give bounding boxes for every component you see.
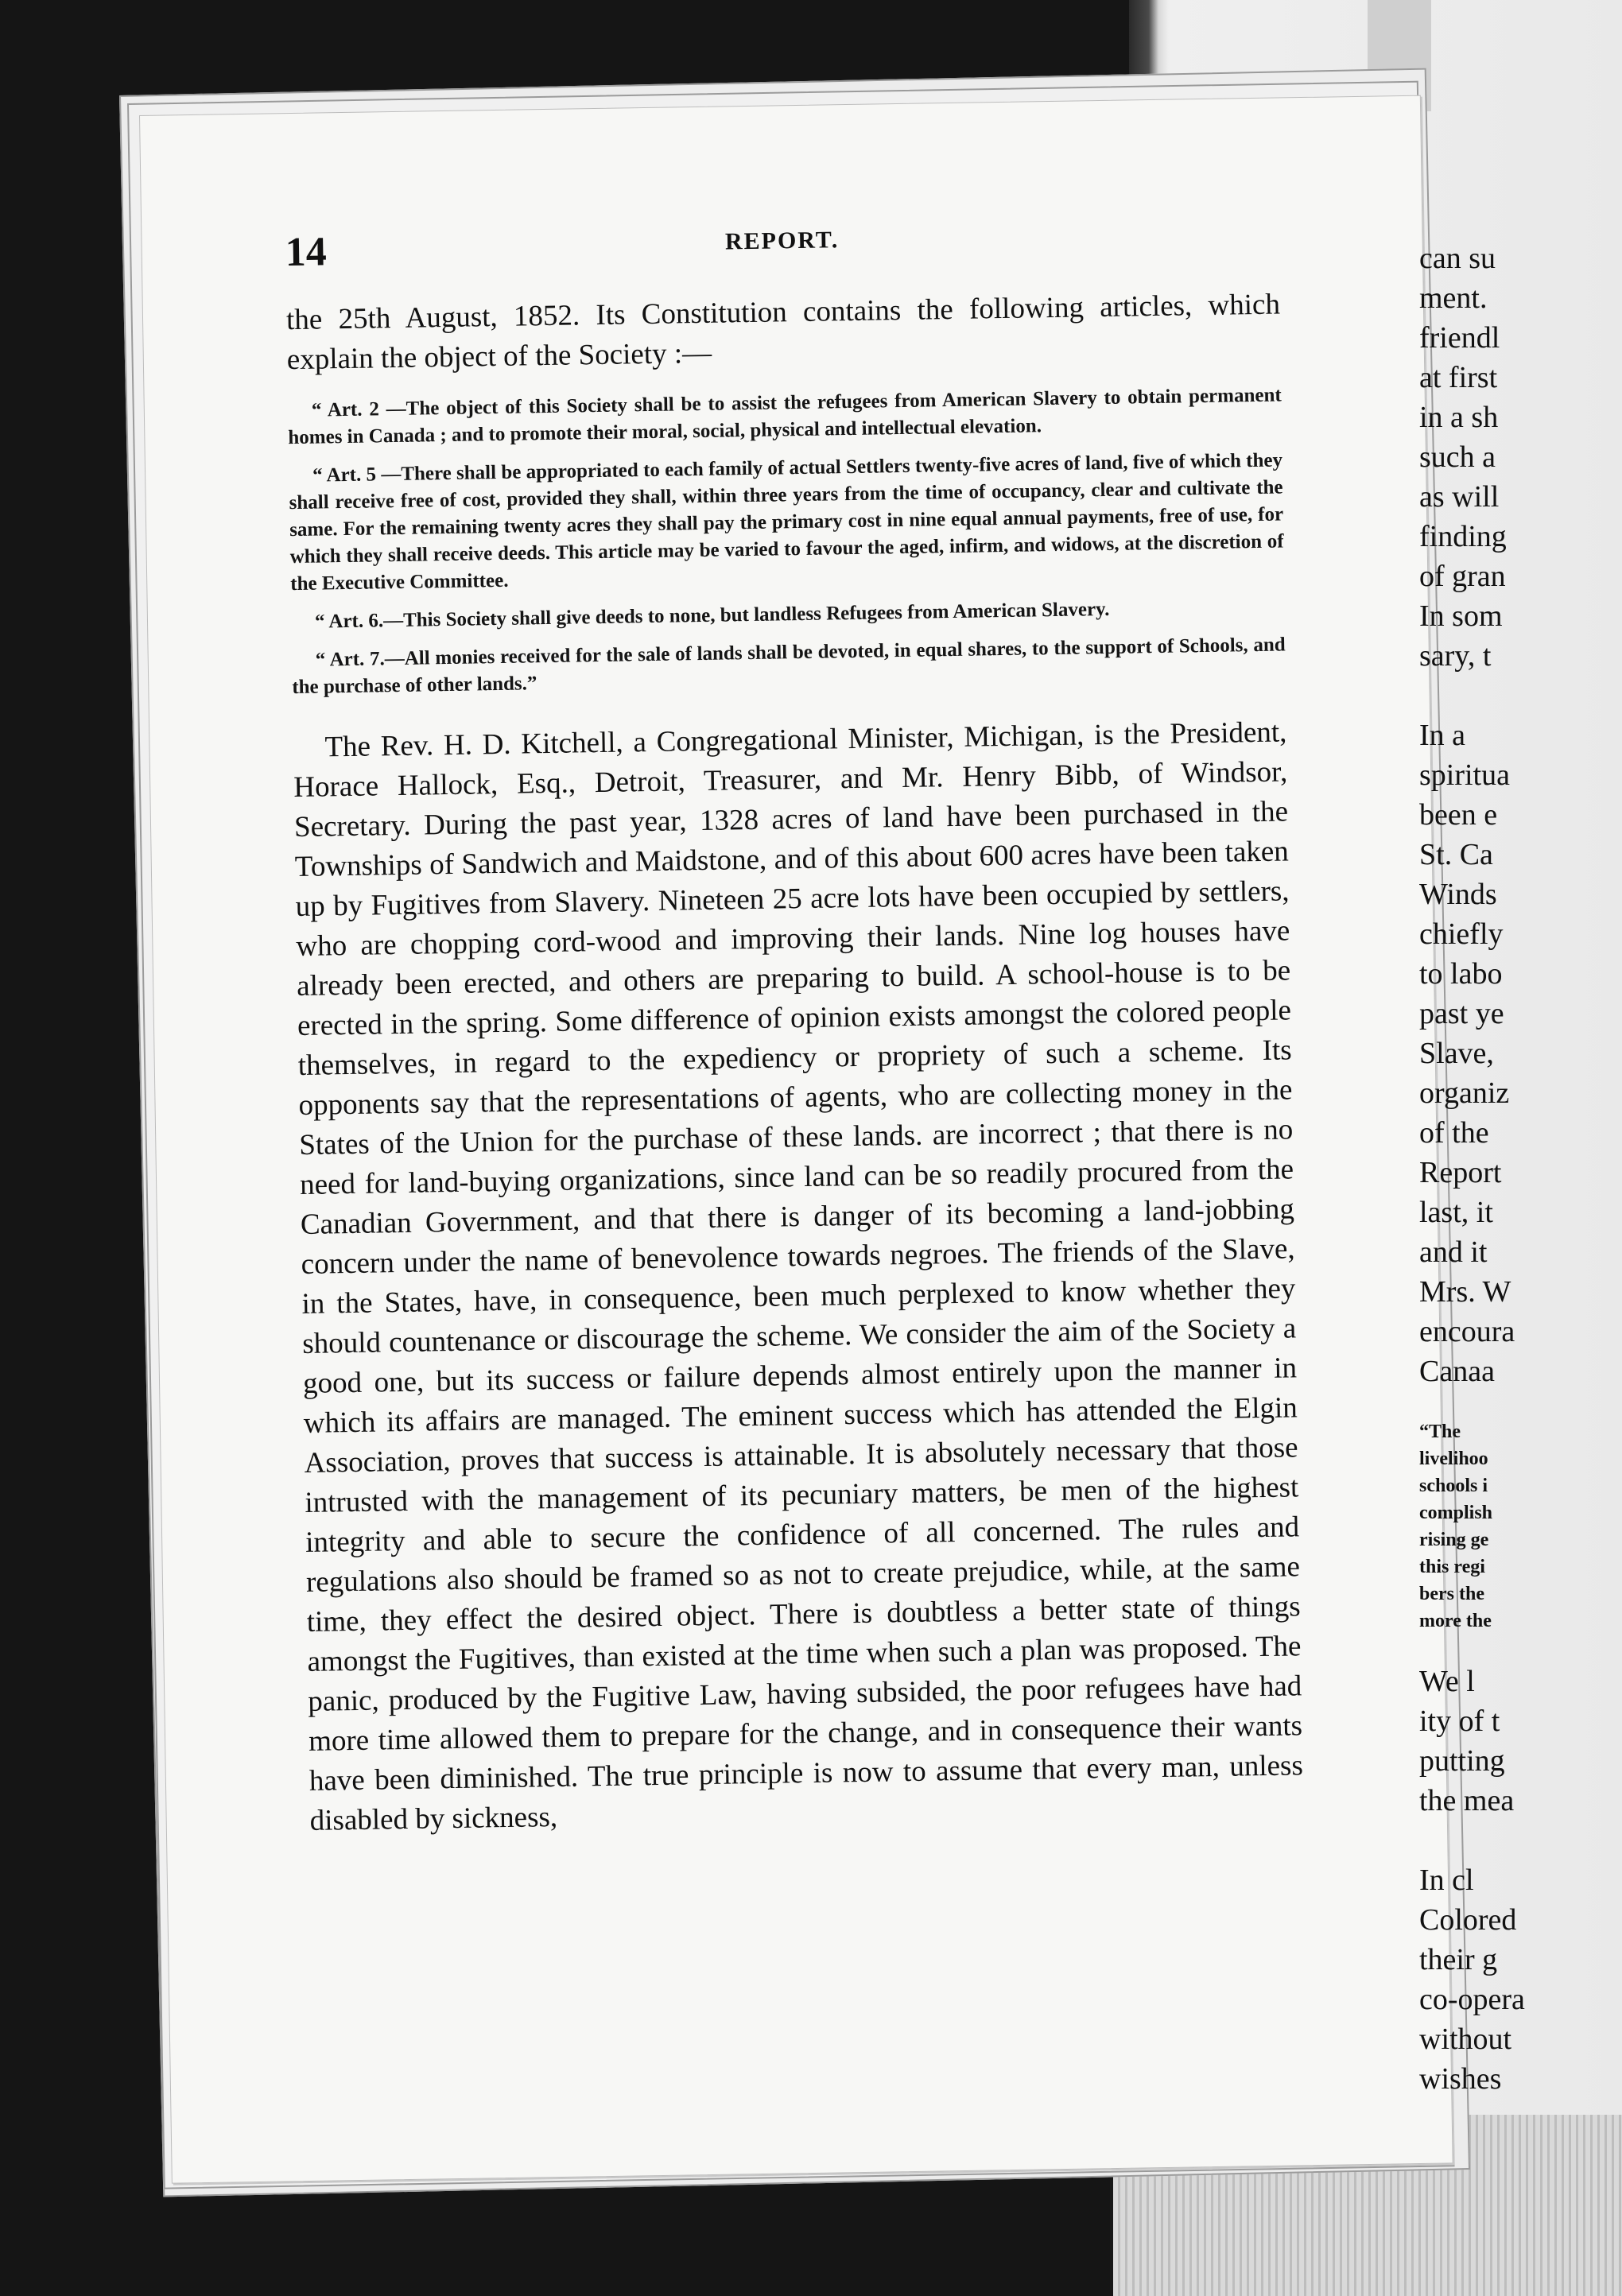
page-number: 14 — [285, 229, 328, 276]
facing-page-quote — [1419, 1418, 1622, 1635]
facing-line: this regi — [1419, 1557, 1485, 1577]
facing-line: Winds — [1419, 878, 1497, 911]
facing-line: St. Ca — [1419, 838, 1493, 871]
page-content — [285, 214, 1304, 1841]
facing-line: finding — [1419, 520, 1507, 553]
facing-line: without — [1419, 2023, 1512, 2056]
facing-line: friendl — [1419, 321, 1500, 355]
facing-gap — [1419, 1391, 1622, 1418]
facing-line: more the — [1419, 1611, 1492, 1631]
facing-line: can su — [1419, 242, 1496, 275]
facing-line: at first — [1419, 361, 1498, 394]
facing-line: wishes — [1419, 2062, 1502, 2096]
facing-line: In som — [1419, 599, 1503, 633]
facing-line: in a sh — [1419, 401, 1499, 434]
facing-line: past ye — [1419, 997, 1504, 1030]
facing-line: schools i — [1419, 1476, 1488, 1496]
facing-line: Mrs. W — [1419, 1275, 1511, 1309]
facing-line: Slave, — [1419, 1037, 1494, 1070]
main-paragraph: The Rev. H. D. Kitchell, a Congregational Minister, Michigan, is the President, Horace Hallock, Esq., Detroit, Treasurer, and Mr. Henry Bibb, of Windsor, Secretary. During the past year, 1328 acres of land have been purchased in the Townships of Sandwich and Maidstone, and of this about 600 acres have been taken up by Fugitives from Slavery. Nineteen 25 acre lots have been occupied by settlers, who are chopping cord-wood and improving their lands. Nine log houses have already been erected, and others are preparing to build. A school-house is to be erected in the spring. Some difference of opinion exists amongst the colored people themselves, in regard to the expediency or propriety of such a scheme. Its opponents say that the representations of agents, who are collecting money in the States of the Union for the purchase of these lands. are incorrect ; that there is no need for land-buying organizations, since land can be so readily procured from the Canadian Government, and that there is danger of its becoming a land-jobbing concern under the name of benevolence towards negroes. The friends of the Slave, in the States, have, in consequence, been much perplexed to know whether they should countenance or discourage the scheme. We consider the aim of the Society a good one, but its success or failure depends almost entirely upon the manner in which its affairs are managed. The eminent success which has attended the Elgin Association, proves that success is attainable. It is absolutely necessary that those intrusted with the management of its pecuniary matters, be men of the highest integrity and able to secure the confidence of all concerned. The rules and regulations also should be framed so as not to create prejudice, while, at the same time, they effect the desired object. There is doubtless a better state of things amongst the Fugitives, than existed at the time when such a plan was proposed. The panic, produced by the Fugitive Law, having subsided, the poor refugees have had more time allowed them to prepare for the change, and in consequence their wants have been diminished. The true principle is now to assume that every man, unless disabled by sickness, — [293, 716, 1304, 1837]
facing-line: chiefly — [1419, 917, 1504, 951]
facing-line: and it — [1419, 1235, 1488, 1269]
facing-line: Report — [1419, 1156, 1502, 1189]
article-2: “ Art. 2 —The object of this Society shall be to assist the refugees from American Slavery to obtain permanent homes in Canada ; and to promote their moral, social, physical and intellectual elevation. — [288, 384, 1282, 449]
facing-line: been e — [1419, 798, 1498, 832]
facing-line: putting — [1419, 1744, 1505, 1778]
facing-line: rising ge — [1419, 1530, 1489, 1550]
facing-gap — [1419, 1635, 1622, 1662]
facing-line: co-opera — [1419, 1983, 1525, 2016]
facing-line: Canaa — [1419, 1355, 1495, 1388]
article-6: “ Art. 6.—This Society shall give deeds to none, but landless Refugees from American Slavery. — [314, 598, 1110, 633]
facing-line: such a — [1419, 440, 1496, 474]
running-head: REPORT. — [724, 227, 840, 255]
facing-page-fragment — [1419, 239, 1622, 2096]
facing-line: “The — [1419, 1421, 1461, 1442]
article-5: “ Art. 5 —There shall be appropriated to each family of actual Settlers twenty-five acres of land, five of which they shall receive free of cost, provided they shall, within three years from the time of occupancy, clear and cultivate the same. For the remaining twenty acres they shall pay the primary cost in nine equal annual payments, free of use, for which they shall receive deeds. This article may be varied to favour the aged, infirm, and widows, at the discretion of the Executive Committee. — [289, 449, 1284, 595]
facing-page-text — [1419, 239, 1622, 1391]
facing-line: ment. — [1419, 281, 1488, 315]
intro-paragraph: the 25th August, 1852. Its Constitution contains the following articles, which explain the object of the Society :— — [285, 288, 1281, 377]
facing-line: organiz — [1419, 1076, 1510, 1110]
facing-line: In a — [1419, 719, 1466, 752]
facing-page-text — [1419, 1662, 1622, 2099]
facing-line: In cl — [1419, 1864, 1474, 1897]
facing-line: spiritua — [1419, 758, 1510, 792]
facing-line: as will — [1419, 480, 1500, 514]
facing-line: ity of t — [1419, 1705, 1500, 1738]
facing-line: We l — [1419, 1665, 1475, 1698]
facing-line: last, it — [1419, 1196, 1493, 1229]
facing-line: Colored — [1419, 1903, 1517, 1937]
book-page — [139, 95, 1453, 2184]
facing-line: the mea — [1419, 1784, 1515, 1817]
facing-line: sary, t — [1419, 639, 1492, 673]
facing-line: their g — [1419, 1943, 1498, 1976]
facing-line: complish — [1419, 1503, 1493, 1523]
facing-line — [1419, 1821, 1622, 1860]
facing-line: of gran — [1419, 560, 1506, 593]
facing-line: to labo — [1419, 957, 1503, 991]
facing-line: bers the — [1419, 1584, 1484, 1604]
facing-line — [1419, 676, 1622, 716]
facing-line: livelihoo — [1419, 1449, 1488, 1469]
facing-line: of the — [1419, 1116, 1489, 1150]
facing-line: encoura — [1419, 1315, 1515, 1348]
article-7: “ Art. 7.—All monies received for the sale of lands shall be devoted, in equal shares, to the support of Schools, and the purchase of other lands.” — [292, 634, 1286, 699]
